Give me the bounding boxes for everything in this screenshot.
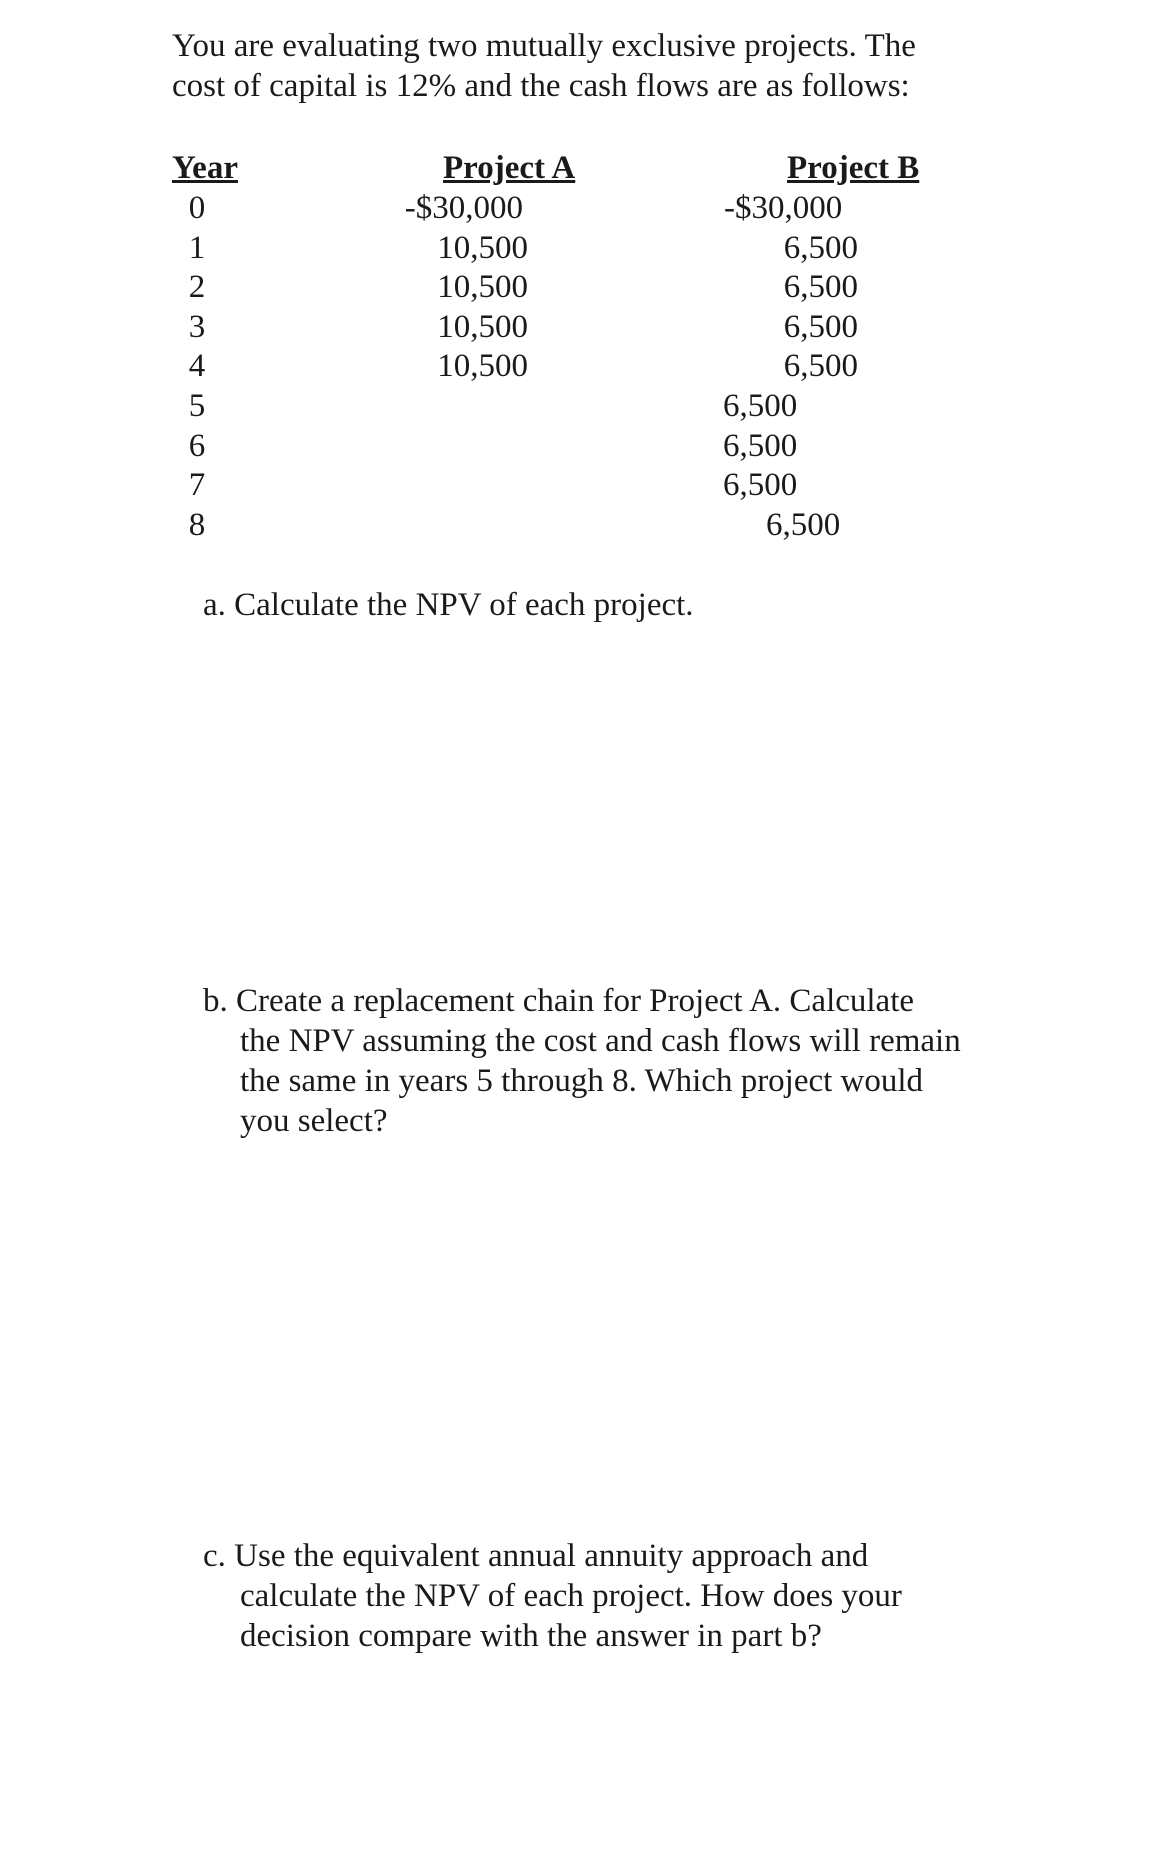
- year-cell: 2: [188, 269, 206, 305]
- project-a-cash-flow: -$30,000: [404, 190, 523, 226]
- project-a-cash-flow: 10,500: [437, 230, 528, 266]
- year-column-header: Year: [172, 150, 238, 186]
- intro-line: cost of capital is 12% and the cash flows are as follows:: [172, 68, 910, 104]
- year-cell: 3: [188, 309, 206, 345]
- year-cell: 0: [188, 190, 206, 226]
- question-b-line: b. Create a replacement chain for Project A. Calculate: [203, 983, 915, 1019]
- project-a-cash-flow: 10,500: [437, 269, 528, 305]
- question-c-line: c. Use the equivalent annual annuity approach and: [203, 1538, 869, 1574]
- question-c: [203, 1536, 902, 1656]
- project-b-cash-flow: 6,500: [723, 467, 798, 503]
- year-cell: 1: [188, 230, 206, 266]
- project-b-cash-flow: 6,500: [783, 230, 858, 266]
- question-b: [203, 981, 961, 1141]
- question-a: [203, 585, 694, 625]
- project-b-cash-flow: 6,500: [723, 388, 798, 424]
- question-c-line: decision compare with the answer in part b?: [240, 1618, 822, 1654]
- project-a-column-header: Project A: [443, 150, 576, 186]
- question-c-line: calculate the NPV of each project. How does your: [240, 1578, 902, 1614]
- project-b-cash-flow: -$30,000: [724, 190, 843, 226]
- project-b-cash-flow: 6,500: [783, 269, 858, 305]
- question-b-line: you select?: [240, 1103, 388, 1139]
- intro-line: You are evaluating two mutually exclusive projects. The: [172, 28, 916, 64]
- question-a-line: a. Calculate the NPV of each project.: [203, 587, 694, 623]
- project-b-column-header: Project B: [787, 150, 920, 186]
- year-cell: 4: [188, 348, 206, 384]
- project-b-cash-flow: 6,500: [783, 348, 858, 384]
- project-b-cash-flow: 6,500: [783, 309, 858, 345]
- project-a-cash-flow: 10,500: [437, 309, 528, 345]
- year-cell: 7: [188, 467, 206, 503]
- year-cell: 6: [188, 428, 206, 464]
- year-cell: 8: [188, 507, 206, 543]
- problem-intro: [172, 26, 1032, 106]
- question-b-line: the same in years 5 through 8. Which project would: [240, 1063, 924, 1099]
- question-b-line: the NPV assuming the cost and cash flows will remain: [240, 1023, 961, 1059]
- project-b-cash-flow: 6,500: [723, 428, 798, 464]
- project-b-cash-flow: 6,500: [766, 507, 841, 543]
- project-a-cash-flow: 10,500: [437, 348, 528, 384]
- year-cell: 5: [188, 388, 206, 424]
